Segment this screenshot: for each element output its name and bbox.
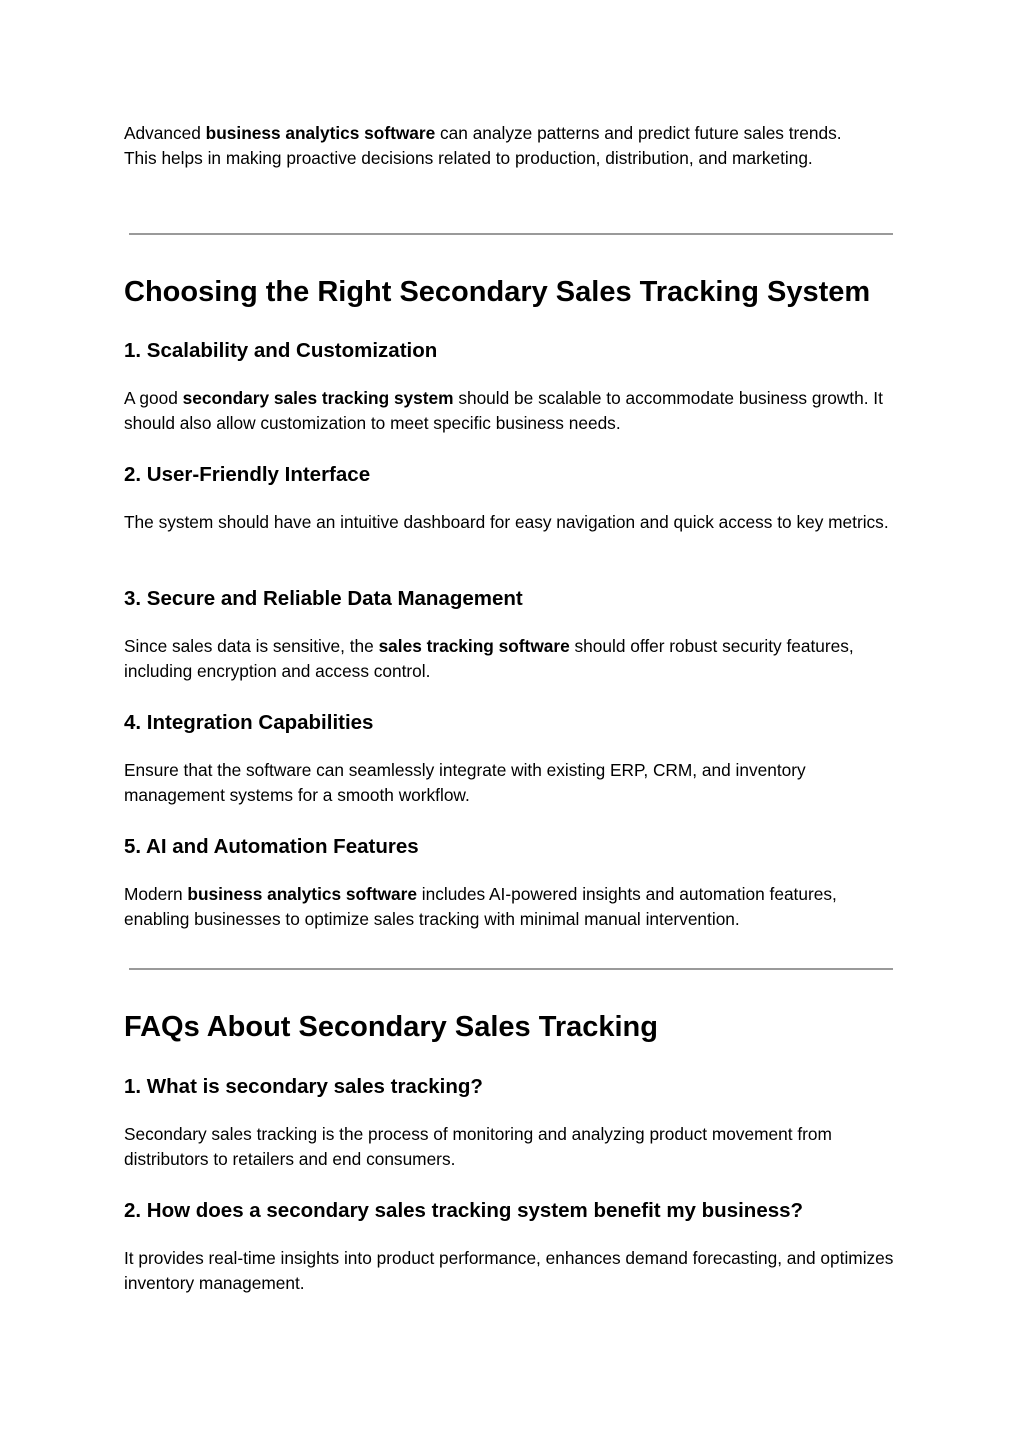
text-post: should offer robust security features, including encryption and access control. [124, 636, 854, 681]
text-bold: secondary sales tracking system [182, 388, 454, 408]
text-pre: A good [124, 388, 183, 408]
text-pre: It provides real-time insights into product performance, enhances demand forecasting, and optimizes inventory management. [124, 1248, 894, 1293]
intro-paragraph [124, 121, 864, 171]
section-title-choosing-system: Choosing the Right Secondary Sales Tracking System [124, 276, 871, 308]
heading-integration: 4. Integration Capabilities [124, 711, 374, 734]
text-bold: sales tracking software [378, 636, 570, 656]
heading-faq-what-is: 1. What is secondary sales tracking? [124, 1075, 483, 1098]
paragraph-scalability [124, 386, 884, 436]
text-pre: The system should have an intuitive dashboard for easy navigation and quick access to key metrics. [124, 512, 889, 532]
paragraph-faq-benefit [124, 1246, 894, 1296]
heading-ai-automation: 5. AI and Automation Features [124, 835, 419, 858]
paragraph-user-friendly [124, 510, 899, 535]
paragraph-faq-what-is [124, 1122, 909, 1172]
divider [129, 233, 893, 235]
heading-secure-data: 3. Secure and Reliable Data Management [124, 587, 523, 610]
text-pre: Since sales data is sensitive, the [124, 636, 379, 656]
heading-faq-benefit: 2. How does a secondary sales tracking system benefit my business? [124, 1199, 804, 1222]
text-post: should be scalable to accommodate business growth. It should also allow customization to meet specific business needs. [124, 388, 883, 433]
text-pre: Ensure that the software can seamlessly integrate with existing ERP, CRM, and inventory management systems for a smooth workflow. [124, 760, 806, 805]
intro-text-post: can analyze patterns and predict future sales trends. This helps in making proactive decisions related to production, distribution, and marketing. [124, 123, 842, 168]
intro-text-pre: Advanced [124, 123, 206, 143]
paragraph-ai-automation [124, 882, 894, 932]
text-pre: Secondary sales tracking is the process of monitoring and analyzing product movement from distributors to retailers and end consumers. [124, 1124, 832, 1169]
text-post: includes AI-powered insights and automation features, enabling businesses to optimize sales tracking with minimal manual intervention. [124, 884, 837, 929]
section-title-faqs: FAQs About Secondary Sales Tracking [124, 1011, 658, 1043]
heading-user-friendly: 2. User-Friendly Interface [124, 463, 371, 486]
text-bold: business analytics software [187, 884, 417, 904]
paragraph-secure-data [124, 634, 864, 684]
heading-scalability: 1. Scalability and Customization [124, 339, 438, 362]
paragraph-integration [124, 758, 884, 808]
divider [129, 968, 893, 970]
intro-text-bold: business analytics software [205, 123, 436, 143]
text-pre: Modern [124, 884, 188, 904]
